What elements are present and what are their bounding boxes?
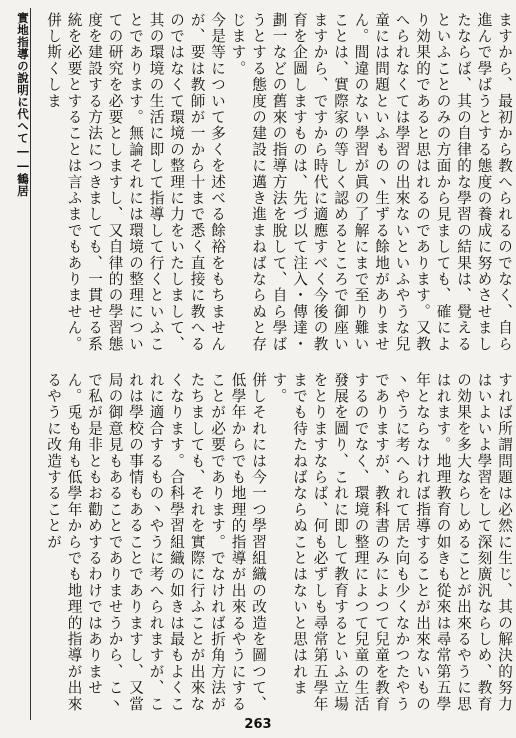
upper-text-block: [36, 12, 514, 360]
header-rule: [30, 8, 31, 720]
body-paragraph: 今是等について多くを述べる餘裕をもちませんが、要は教師が一から十まで悉く直接に教へるのではなくて環境の整理に力をいたしまして、其の環境の生活に即して指導して行くといふことであります。無論それには環境の整理についての研究を必要としますし、又自律的の學習態度を建設する方法につきましても、一貫せる系統を必要とすることは言ふまでもありません。併し斯くしま: [45, 12, 226, 353]
page-number: 263: [244, 717, 272, 732]
body-paragraph: すれば所謂問題は必然に生じ、其の解決的努力はいよいよ學習をして深刻廣汎ならしめ、教育の効果を多大ならしめることが出來るやうに思はれます。地理教育の如きも從來は尋常第五學年とならなければ指導することが出來ないもの丶やうに考へられて居た向も少くなかつたやうでありますが、教科書のみによつて兒童を教育するのでなく、環境の整理によつて兒童の生活發展を圖り、これに即して教育するといふ立場をとりますならば、何も必ずしも尋常第五學年までも待たねばならぬことはないと思はれます。: [270, 372, 513, 713]
running-header: 實地指導の說明に代へて――鶴居: [16, 12, 30, 197]
body-paragraph: ますから、最初から教へられるのでなく、自ら進んで學ばうとする態度の養成に努めさせましたならば、其の自律的な學習の結果は、覺えるといふことのみの方面から見ましても、確により効果的であると思はれるのであります。又教へられなくては學習の出來ないといふやうな兒童には問題といふもの丶生ずる餘地がありません。間違のない學習が眞の了解にまで至り難いことは、實際家の等しく認めるところで御座いますから、ですから時代に適應すべく今後の教育を企圖しますものは、先づ以て注入・傳達・劃一などの舊來の指導方法を脫して、自ら學ばうとする態度の建設に邁き進まねばならぬと存じます。: [229, 12, 513, 353]
lower-text-block: [36, 372, 514, 720]
body-paragraph: 併しそれには今一つ學習組織の改造を圖つて、低學年からでも地理的指導が出來るやうにすることが必要であります。でなければ折角方法がたちましても、それを實際に行ふことが出來なくなります。合科學習組織の如きは最もよくこれに適合するもの丶やうに考へられますが、これは學校の事情もあることでありますし、又當局の御意見もあることでありませうから、こ丶で私が是非ともお勸めするわけではありません。兎も角も低學年からでも地理的指導が出來るやうに改造することが: [45, 372, 267, 713]
